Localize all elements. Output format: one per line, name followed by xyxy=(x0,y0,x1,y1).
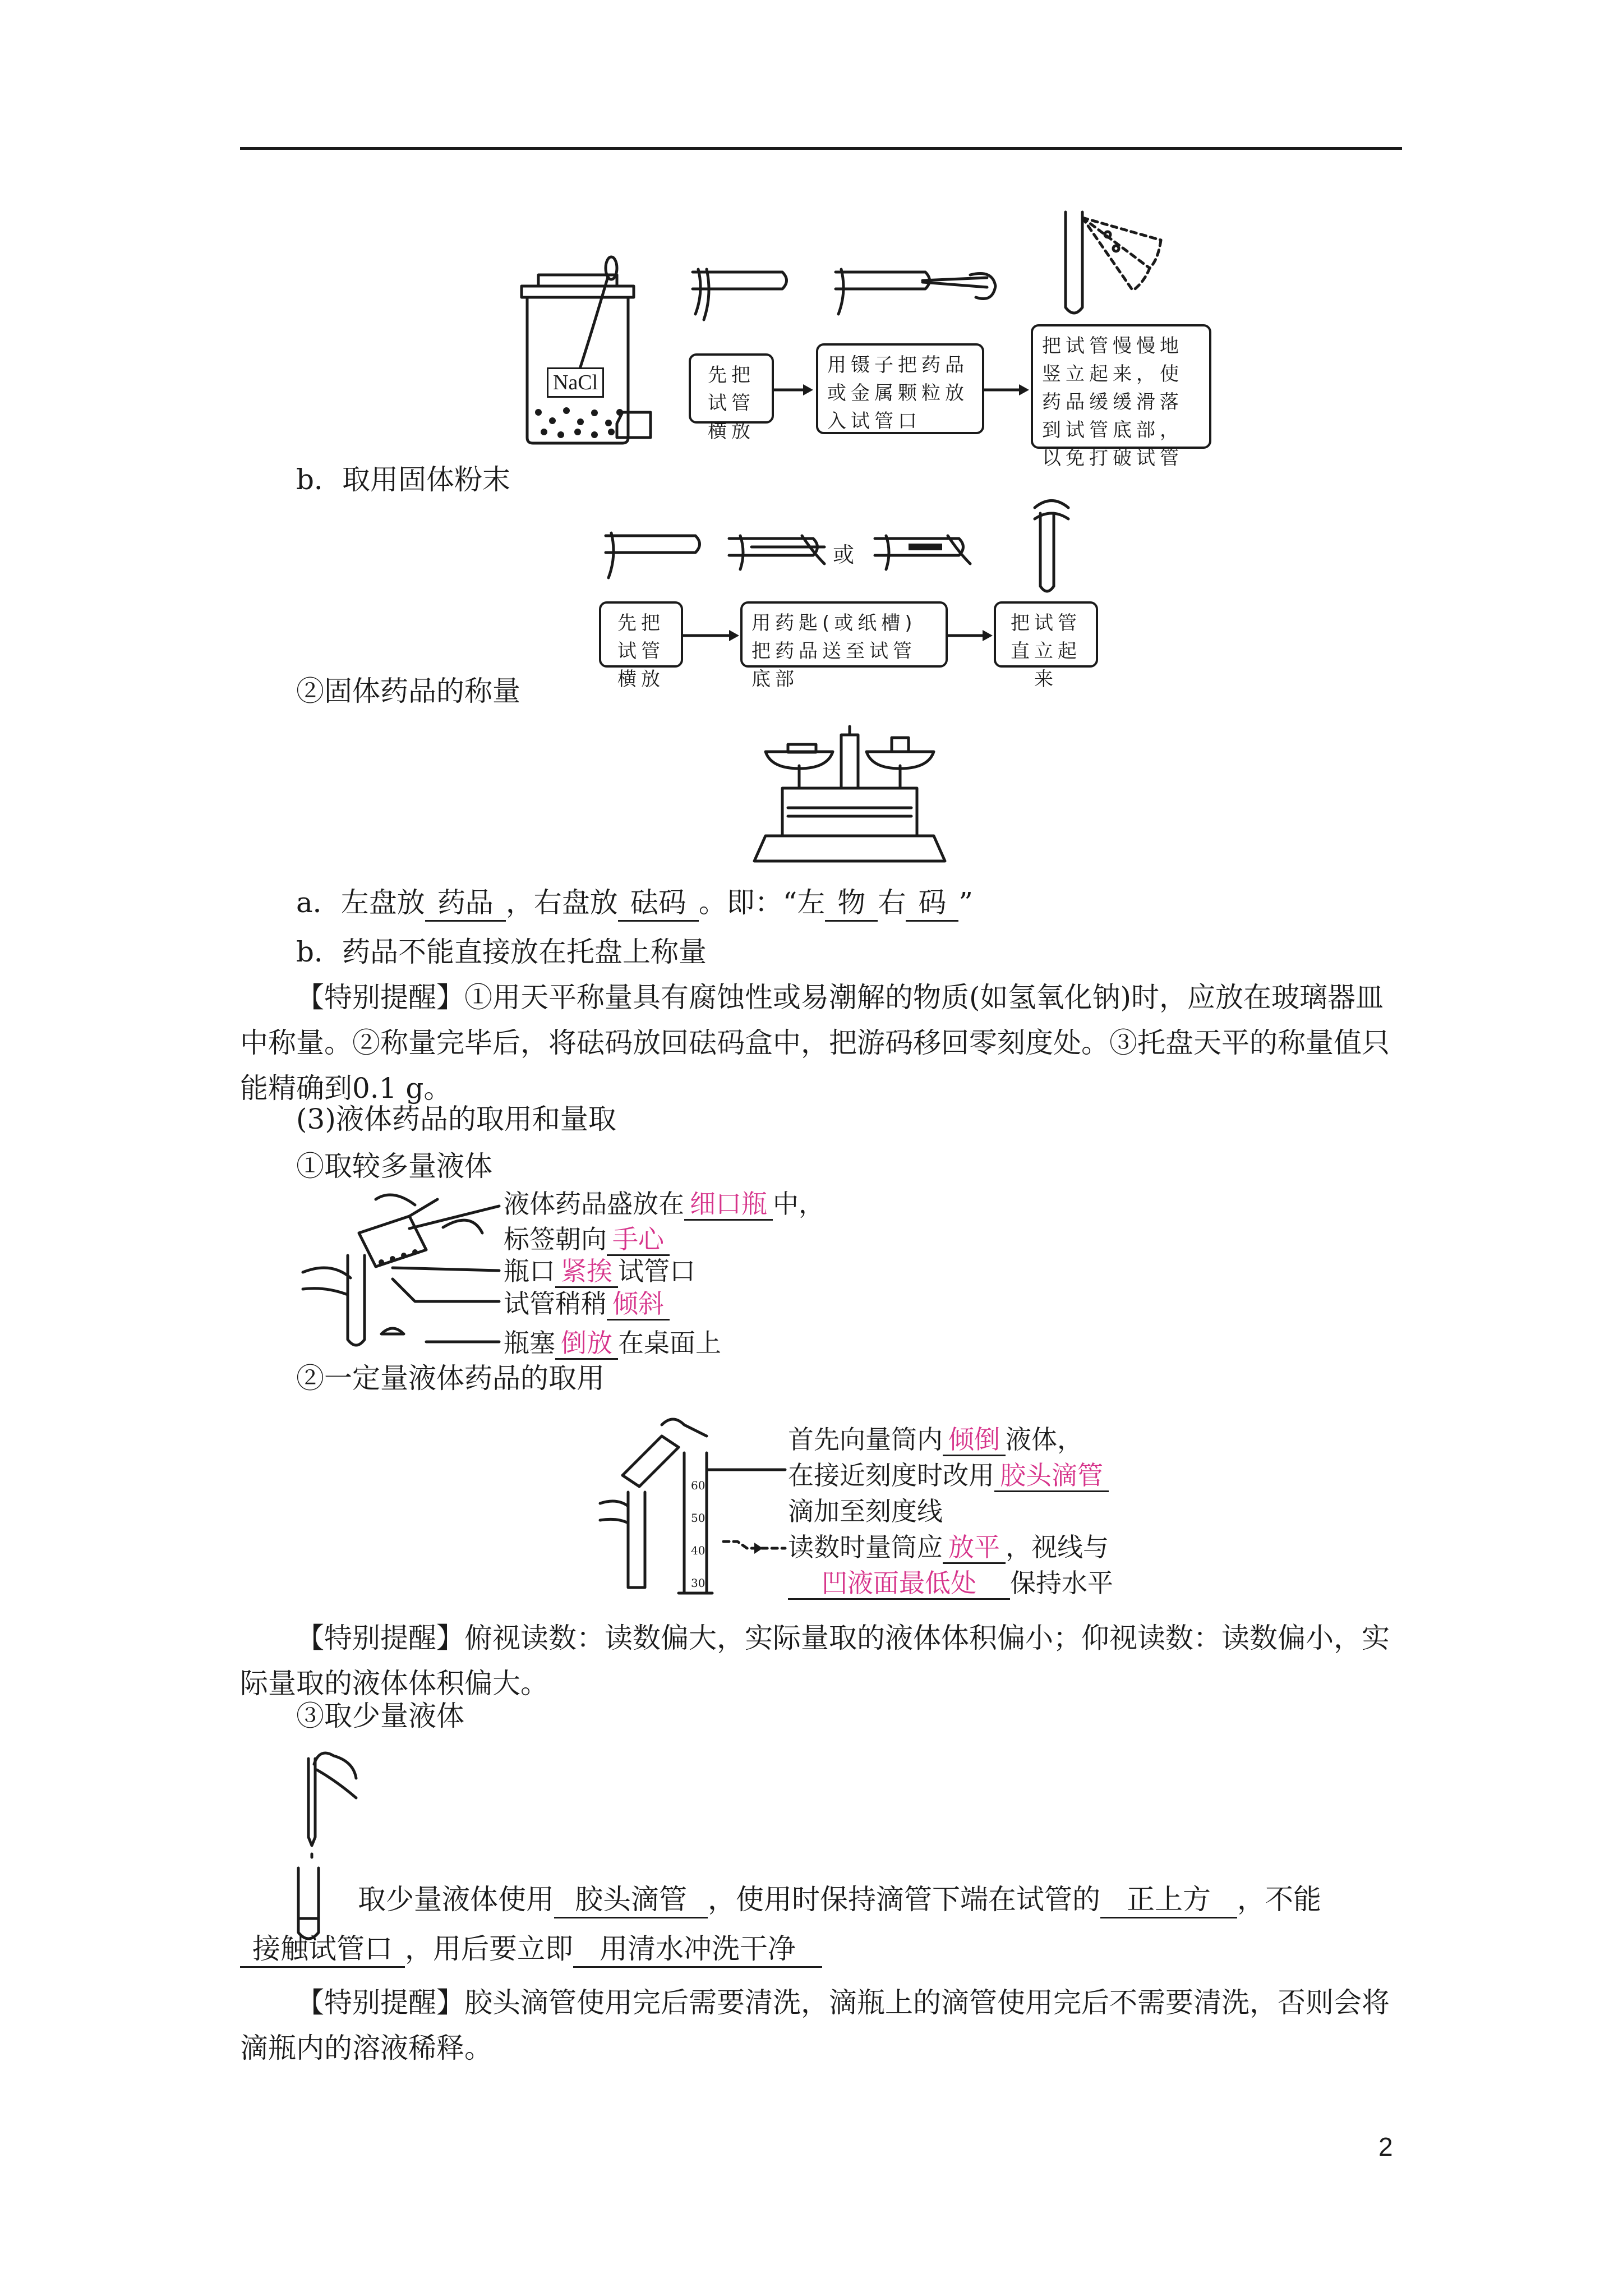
balance-scale-illustration xyxy=(749,726,951,872)
cylinder-tick-60: 60 xyxy=(691,1479,706,1492)
horizontal-test-tube-icon xyxy=(681,264,794,325)
powder-arrow-1 xyxy=(683,627,739,644)
powder-heading: b．取用固体粉末 xyxy=(296,463,511,496)
liquid-more-heading: ①取较多量液体 xyxy=(296,1150,492,1182)
cylinder-tick-50: 50 xyxy=(691,1511,706,1525)
special-tip-dropper: 【特别提醒】胶头滴管使用完后需要清洗，滴瓶上的滴管使用完后不需要清洗，否则会将滴瓶内的溶液稀释。 xyxy=(240,1986,1390,2064)
answer-rinse: 用清水冲洗干净 xyxy=(573,1931,822,1968)
weigh-rule-b: b．药品不能直接放在托盘上称量 xyxy=(296,936,707,968)
arrow-1 xyxy=(774,381,813,398)
page-number: 2 xyxy=(1378,2132,1393,2161)
step-box-lay-tube: 先把试管横放 xyxy=(689,353,774,424)
step-box-insert-granules: 用镊子把药品或金属颗粒放入试管口 xyxy=(816,343,984,434)
or-label: 或 xyxy=(833,542,855,567)
fig3-line3: 瓶口 紧挨 试管口 xyxy=(504,1252,695,1290)
answer-weight: 砝码 xyxy=(618,885,699,922)
fig4-line1: 首先向量筒内 倾倒 液体， xyxy=(788,1420,1083,1458)
fig3-line1: 液体药品盛放在 细口瓶 中， xyxy=(504,1185,824,1223)
weigh-rule-a: a．左盘放 药品 ，右盘放 砝码 。即：“左 物 右 码 ” xyxy=(296,882,973,923)
cylinder-tick-30: 30 xyxy=(691,1576,706,1590)
answer-dropper: 胶头滴管 xyxy=(554,1882,708,1918)
special-tip-reading: 【特别提醒】俯视读数：读数偏大，实际量取的液体体积偏小；仰视读数：读数偏小，实际量取的液体体积偏大。 xyxy=(240,1622,1390,1700)
liquid-heading: (3)液体药品的取用和量取 xyxy=(296,1103,616,1135)
fig4-line4: 读数时量筒应 放平 ，视线与 xyxy=(788,1528,1109,1566)
step-box-raise-tube: 把试管慢慢地竖立起来，使药品缓缓滑落到试管底部，以免打破试管 xyxy=(1031,324,1211,449)
powder-upright-tube-icon xyxy=(1018,496,1085,597)
powder-horizontal-tube-icon xyxy=(594,527,707,589)
small-liquid-paragraph: 取少量液体使用 胶头滴管 ，使用时保持滴管下端在试管的 正上方 ，不能 接触试管口 ，用后要立即 用清水冲洗干净 xyxy=(240,1875,1402,1973)
powder-box-upright: 把试管直立起来 xyxy=(994,601,1098,668)
arrow-2 xyxy=(984,381,1029,398)
powder-box-lay-tube: 先把试管横放 xyxy=(599,601,683,668)
answer-drug: 药品 xyxy=(425,885,506,922)
fig3-line5: 瓶塞 倒放 在桌面上 xyxy=(504,1324,721,1362)
tweezers-test-tube-icon xyxy=(824,264,1004,325)
nacl-label: NaCl xyxy=(547,367,604,398)
fig4-line5: 凹液面最低处 保持水平 xyxy=(788,1564,1113,1602)
fig3-line4: 试管稍稍 倾斜 xyxy=(504,1285,670,1323)
cylinder-tick-40: 40 xyxy=(691,1544,706,1557)
upright-test-tube-icon xyxy=(1054,206,1183,324)
answer-object: 物 xyxy=(825,885,878,922)
powder-arrow-2 xyxy=(948,627,993,644)
measure-heading: ②一定量液体药品的取用 xyxy=(296,1362,605,1395)
answer-touch-tube: 接触试管口 xyxy=(240,1931,405,1968)
header-rule xyxy=(240,147,1402,150)
fig4-line3: 滴加至刻度线 xyxy=(788,1496,943,1526)
weigh-heading: ②固体药品的称量 xyxy=(296,675,520,707)
pointer-lines-fig4 xyxy=(707,1458,791,1593)
fig4-line2: 在接近刻度时改用 胶头滴管 xyxy=(788,1456,1109,1494)
weight-block-icon xyxy=(611,407,656,446)
powder-box-send-bottom: 用药匙(或纸槽)把药品送至试管底部 xyxy=(740,601,948,668)
answer-code: 码 xyxy=(906,885,958,922)
fig3-line2: 标签朝向 手心 xyxy=(504,1220,670,1258)
answer-right-above: 正上方 xyxy=(1100,1882,1237,1918)
paper-trough-tube-icon xyxy=(864,530,976,575)
pointer-lines-fig3 xyxy=(393,1195,505,1352)
special-tip-balance: 【特别提醒】①用天平称量具有腐蚀性或易潮解的物质(如氢氧化钠)时，应放在玻璃器皿中称量。②称量完毕后，将砝码放回砝码盒中，把游码移回零刻度处。③托盘天平的称量值只能精确到0.1 g。 xyxy=(240,981,1390,1105)
small-liquid-heading: ③取少量液体 xyxy=(296,1700,464,1732)
spoon-tube-icon xyxy=(718,530,830,575)
